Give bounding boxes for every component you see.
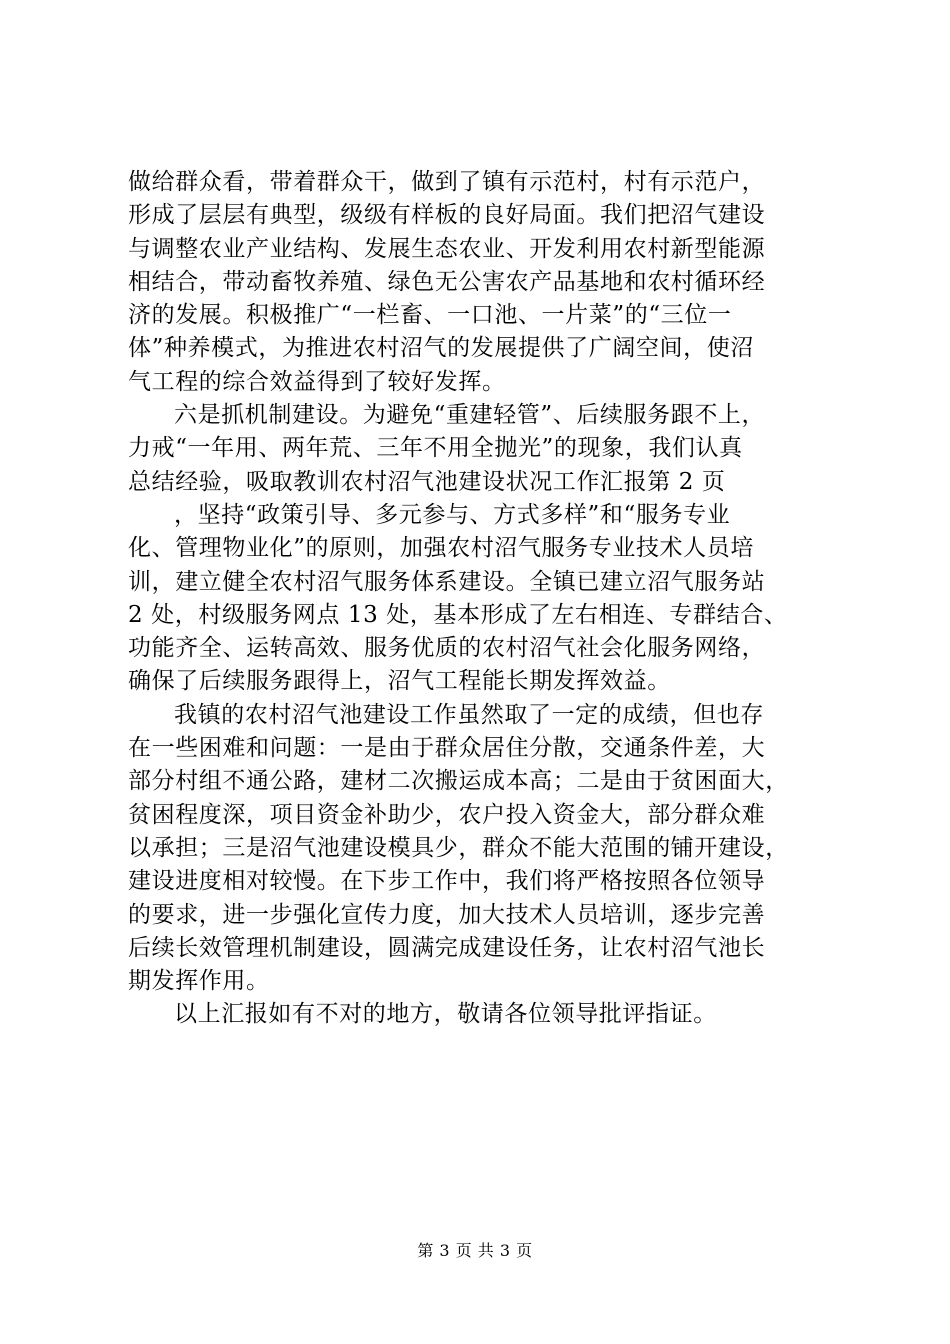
text-line: 确保了后续服务跟得上，沼气工程能长期发挥效益。 (128, 668, 671, 695)
text-line: 化、管理物业化”的原则，加强农村沼气服务专业技术人员培 (128, 535, 754, 562)
text-line: 济的发展。积极推广“一栏畜、一口池、一片菜”的“三位一 (128, 302, 732, 329)
text-line: 功能齐全、运转高效、服务优质的农村沼气社会化服务网络， (128, 635, 766, 662)
text-line: 形成了层层有典型，级级有样板的良好局面。我们把沼气建设 (128, 202, 766, 229)
text-line: 做给群众看，带着群众干，做到了镇有示范村，村有示范户， (128, 169, 766, 195)
text-line: 我镇的农村沼气池建设工作虽然取了一定的成绩，但也存 (174, 701, 764, 728)
text-line: 贫困程度深，项目资金补助少，农户投入资金大，部分群众难 (128, 801, 766, 828)
text-line: ，坚持“政策引导、多元参与、方式多样”和“服务专业 (174, 501, 731, 528)
text-line: 建设进度相对较慢。在下步工作中，我们将严格按照各位领导 (128, 868, 766, 895)
text-line: 与调整农业产业结构、发展生态农业、开发利用农村新型能源 (128, 235, 766, 262)
text-line: 后续长效管理机制建设，圆满完成建设任务，让农村沼气池长 (128, 934, 766, 961)
text-line: 期发挥作用。 (128, 968, 270, 995)
text-line: 相结合，带动畜牧养殖、绿色无公害农产品基地和农村循环经 (128, 268, 766, 295)
text-line: 以承担；三是沼气池建设模具少，群众不能大范围的铺开建设， (128, 834, 789, 861)
text-line: 气工程的综合效益得到了较好发挥。 (128, 368, 506, 395)
text-line: 2 处，村级服务网点 13 处，基本形成了左右相连、专群结合、 (128, 601, 788, 628)
document-body (128, 166, 832, 1032)
text-line: 训，建立健全农村沼气服务体系建设。全镇已建立沼气服务站 (128, 568, 766, 595)
text-line: 体”种养模式，为推进农村沼气的发展提供了广阔空间，使沼 (128, 335, 754, 362)
text-line: 在一些困难和问题：一是由于群众居住分散，交通条件差，大 (128, 735, 766, 762)
text-line: 的要求，进一步强化宣传力度，加大技术人员培训，逐步完善 (128, 901, 766, 928)
text-line: 总结经验，吸取教训农村沼气池建设状况工作汇报第 2 页 (128, 468, 726, 495)
text-line: 六是抓机制建设。为避免“重建轻管”、后续服务跟不上， (174, 402, 766, 429)
page-number: 第 3 页 共 3 页 (417, 1241, 533, 1260)
text-line: 力戒“一年用、两年荒、三年不用全抛光”的现象，我们认真 (128, 435, 743, 462)
text-line: 以上汇报如有不对的地方，敬请各位领导批评指证。 (174, 1001, 717, 1028)
text-line: 部分村组不通公路，建材二次搬运成本高；二是由于贫困面大， (128, 768, 789, 795)
